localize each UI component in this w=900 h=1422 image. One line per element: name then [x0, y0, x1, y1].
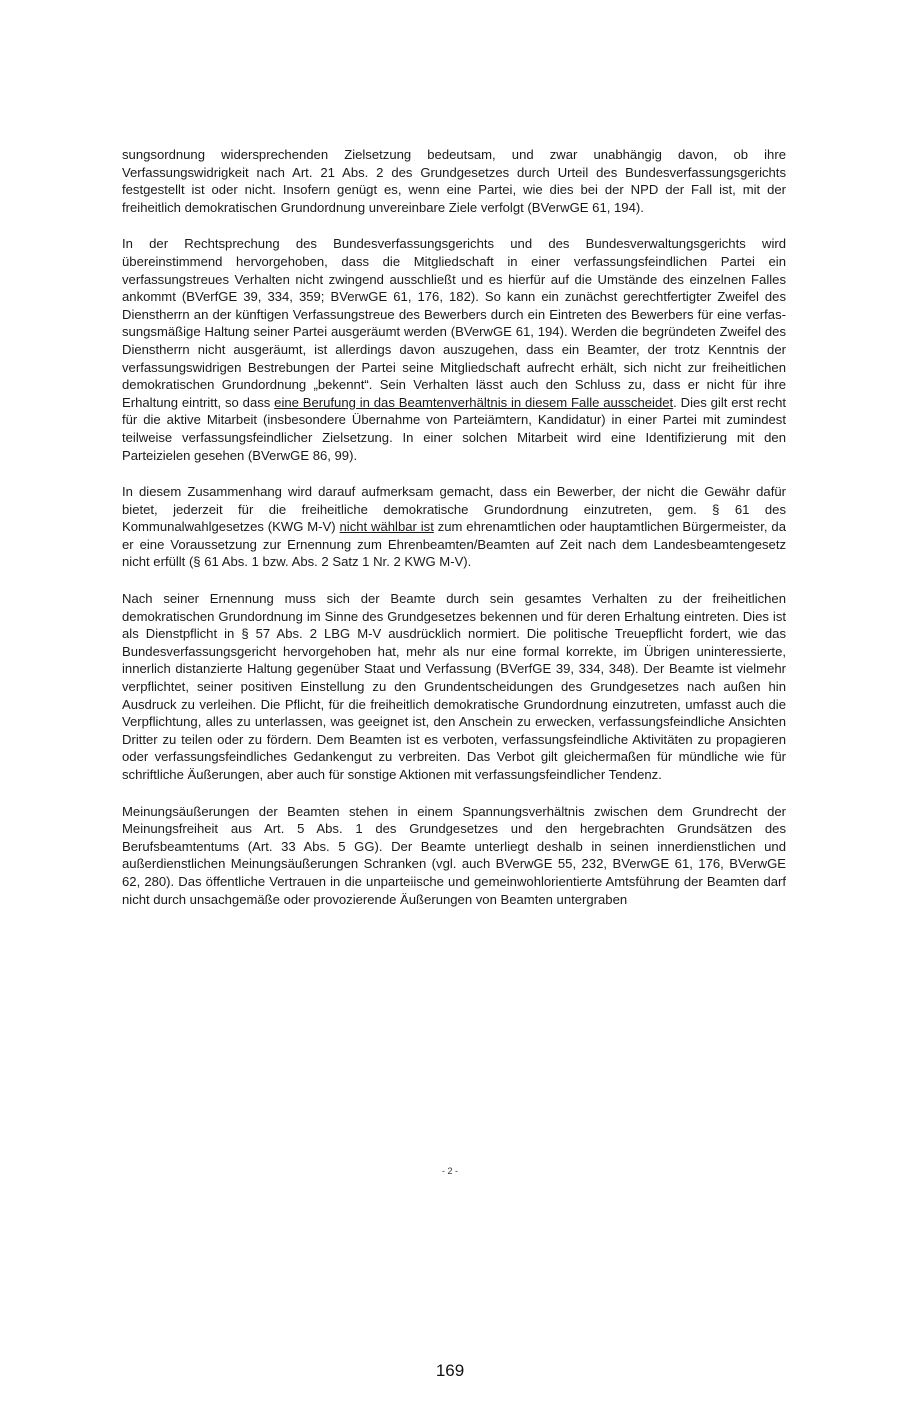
- document-body: [122, 146, 786, 927]
- paragraph-5: Meinungsäußerungen der Beamten stehen in einem Spannungsverhältnis zwischen dem Grundrecht der Meinungsfreiheit aus Art. 5 Abs. 1 des Grundgesetzes und den hergebrachten Grundsätzen des Berufsbeamtentums (Art. 33 Abs. 5 GG). Der Beamte unterliegt deshalb in seinen innerdienstlichen und außerdienstlichen Meinungsäußerungen Schranken (vgl. auch BVerwGE 55, 232, BVerwGE 61, 176, BVerwGE 62, 280). Das öffentliche Vertrauen in die unparteiische und gemeinwohlorientierte Amtsführung der Beamten darf nicht durch unsachgemäße oder provozierende Äußerungen von Beamten untergraben: [122, 803, 786, 907]
- paragraph-3: [122, 483, 786, 571]
- paragraph-1: sungsordnung widersprechenden Zielsetzung bedeutsam, und zwar unabhängig davon, ob ihre Verfassungswidrigkeit nach Art. 21 Abs. 2 des Grundgesetzes durch Urteil des Bundesverfassungsgerichts festgestellt ist oder nicht. Insofern genügt es, wenn eine Partei, wie dies bei der NPD der Fall ist, mit der freiheitlich demokratischen Grundordnung unvereinbare Ziele verfolgt (BVerwGE 61, 194).: [122, 147, 786, 215]
- book-page-number: 169: [435, 1361, 465, 1380]
- paragraph-2-text-before: In der Rechtsprechung des Bundesverfassungsgerichts und des Bundesverwaltungsgerichts wird übereinstimmend hervorgehoben, dass die Mitgliedschaft in einer verfassungsfeindlichen Partei ein verfassungstreues Verhalten nicht zwingend ausschließt und es hierfür auf die Umstände des einzelnen Falles ankommt (BVerfGE 39, 334, 359; BVerwGE 61, 176, 182). So kann ein zunächst gerechtfertigter Zweifel des Dienstherrn an der künftigen Verfassungstreue des Bewerbers durch ein Eintreten des Bewerbers für eine verfassungsmäßige Haltung seiner Partei ausgeräumt werden (BVerwGE 61, 194). Werden die begründeten Zweifel des Dienstherrn nicht ausgeräumt, ist allerdings davon auszugehen, dass ein Beamter, der trotz Kenntnis der verfassungswidrigen Bestrebungen der Partei seine Mitgliedschaft aufrecht erhält, sich nicht zur freiheitlichen demokratischen Grundordnung „bekennt“. Sein Verhalten lässt auch den Schluss zu, dass er nicht für ihre Erhaltung eintritt, so dass: [122, 236, 786, 410]
- paragraph-3-underlined-phrase: nicht wählbar ist: [339, 519, 434, 535]
- paragraph-4: Nach seiner Ernennung muss sich der Beamte durch sein gesamtes Verhalten zu der freiheitlichen demokratischen Grundordnung im Sinne des Grundgesetzes bekennen und für deren Erhaltung eintreten. Dies ist als Dienstpflicht in § 57 Abs. 2 LBG M-V ausdrücklich normiert. Die politische Treuepflicht fordert, wie das Bundesverfassungsgericht hervorgehoben hat, mehr als nur eine formal korrekte, im Übrigen uninteressierte, innerlich distanzierte Haltung gegenüber Staat und Verfassung (BVerfGE 39, 334, 348). Der Beamte ist vielmehr verpflichtet, seiner positiven Einstellung zu den Grundentscheidungen des Grundgesetzes nach außen hin Ausdruck zu verleihen. Die Pflicht, für die freiheitlich demokratische Grundordnung einzutreten, umfasst auch die Verpflichtung, alles zu unterlassen, was geeignet ist, den Anschein zu erwecken, verfassungsfeindliche Ansichten Dritter zu teilen oder zu fördern. Dem Beamten ist es verboten, verfassungsfeindliche Aktivitäten zu propagieren oder verfassungsfeindliches Gedankengut zu verbreiten. Das Verbot gilt gleichermaßen für mündliche wie für schriftliche Äußerungen, aber auch für sonstige Aktionen mit verfassungsfeindlicher Tendenz.: [122, 591, 786, 782]
- paragraph-2-text-after: . Dies gilt erst recht für die aktive Mitarbeit (insbesondere Übernahme von Parteiämtern, Kandidatur) in einer Partei mit zumindest teilweise verfassungsfeindlicher Zielsetzung. In einer solchen Mitarbeit wird eine Identifizierung mit den Parteizielen gesehen (BVerwGE 86, 99).: [122, 394, 786, 463]
- paragraph-3-text-before: In diesem Zusammenhang wird darauf aufmerksam gemacht, dass ein Bewerber, der nicht die Gewähr dafür bietet, jederzeit für die freiheitliche demokratische Grundordnung einzutreten, gem. § 61 des Kommunalwahlgesetzes (KWG M-V): [122, 484, 786, 535]
- paragraph-3-text-after: zum ehrenamtlichen oder hauptamtlichen Bürgermeister, da er eine Voraussetzung zur Ernennung zum Ehrenbeamten/Beamten auf Zeit nach dem Landesbeamtengesetz nicht erfüllt (§ 61 Abs. 1 bzw. Abs. 2 Satz 1 Nr. 2 KWG M-V).: [122, 519, 786, 570]
- document-page-number: - 2 -: [441, 1166, 458, 1176]
- paragraph-2: [122, 235, 786, 464]
- paragraph-2-underlined-phrase: eine Berufung in das Beamtenverhältnis in diesem Falle ausscheidet: [274, 394, 674, 410]
